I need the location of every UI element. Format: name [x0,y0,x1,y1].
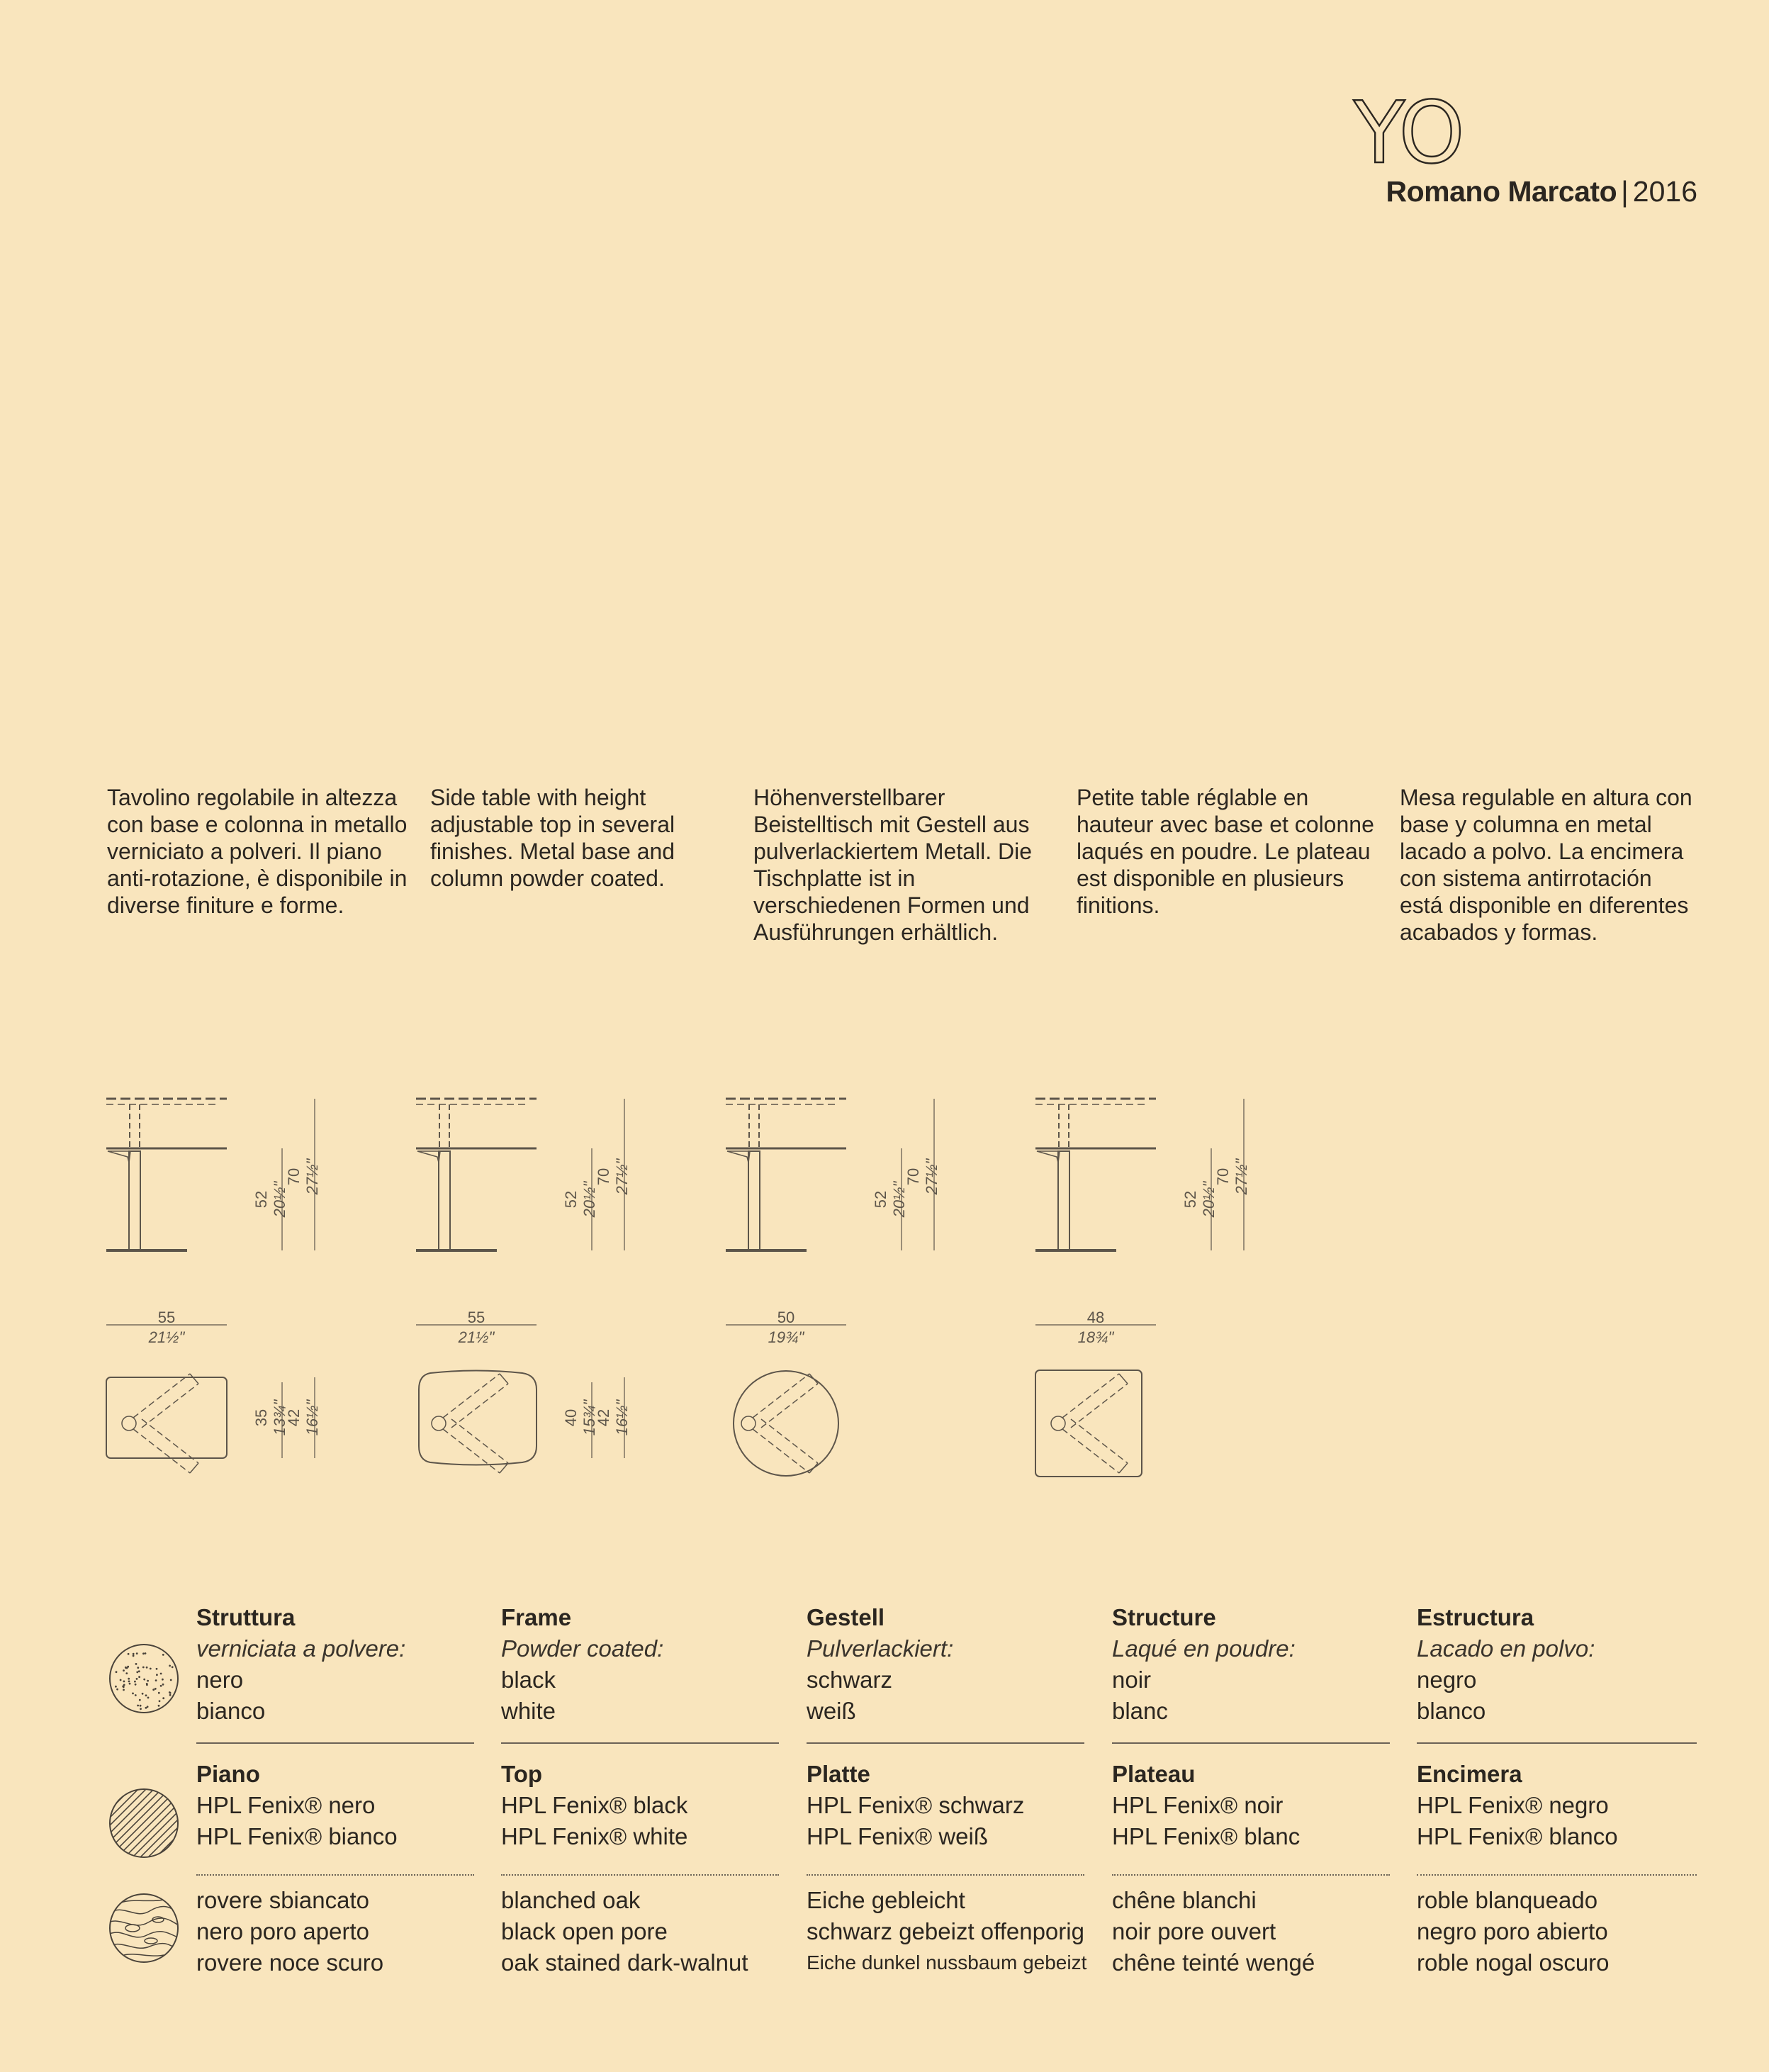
plan-depth-1-inch-label: 13¾" [271,1399,288,1436]
wood-finish: roble blanqueado [1417,1887,1598,1913]
description-fr: Petite table réglable en hauteur avec base et colonne laqués en poudre. Le plateau est disponible en plusieurs finitions. [1077,785,1374,918]
top-bracket [1037,1151,1060,1163]
finish-divider [1112,1874,1390,1876]
frame-finish: nero [196,1667,244,1693]
height-52-label: 52 [872,1190,889,1209]
width-label: 48 [1086,1309,1105,1326]
top-title: Plateau [1112,1761,1196,1787]
description-it: Tavolino regolabile in altezza con base e colonna in metallo verniciato a polveri. Il piano anti-rotazione, è disponibile in diverse finiture e forme. [107,785,408,918]
leg-tip-upper [809,1374,818,1384]
top-block [807,1759,1083,1852]
table-column [129,1151,140,1250]
frame-subtitle: Laqué en poudre: [1112,1635,1296,1662]
wood-block [196,1885,473,1978]
design-year: 2016 [1632,175,1697,208]
height-52-inch-label: 20½" [271,1181,288,1218]
table-column [748,1151,760,1250]
height-70-label: 70 [595,1167,612,1186]
frame-finish: schwarz [807,1667,893,1693]
top-bracket [417,1151,440,1163]
frame-block [1112,1602,1388,1727]
plan-top-circle [734,1371,838,1476]
product-title: YO [1354,82,1464,183]
column-hub [741,1416,756,1430]
description-es: Mesa regulable en altura con base y columna en metal lacado a polvo. La encimera con sistema antirrotación está disponible en diferentes acabados y formas. [1400,785,1692,945]
wood-finish: roble nogal oscuro [1417,1949,1610,1976]
frame-subtitle: Powder coated: [501,1635,664,1662]
top-title: Platte [807,1761,870,1787]
plan-depth-1-label: 35 [252,1409,270,1427]
table-column [439,1151,450,1250]
finish-divider [196,1874,474,1876]
width-inch-label: 19¾" [768,1328,804,1346]
leg-tip-lower [809,1463,818,1473]
leg-tip-lower [190,1463,198,1473]
finish-divider [501,1874,779,1876]
wood-finish: oak stained dark-walnut [501,1949,748,1976]
wood-finish: chêne teinté wengé [1112,1949,1315,1976]
plan-depth-2-label: 42 [285,1409,303,1427]
hatched-hpl-icon [107,1786,181,1860]
wood-block [501,1885,777,1978]
frame-block [1417,1602,1693,1727]
frame-finish: blanc [1112,1698,1168,1724]
section-divider [807,1742,1084,1744]
plan-depth-2-inch-label: 16½" [303,1399,321,1436]
top-finish: HPL Fenix® nero [196,1792,376,1818]
leg-tip-upper [190,1374,198,1384]
frame-subtitle: verniciata a polvere: [196,1635,406,1662]
wood-finish: noir pore ouvert [1112,1918,1276,1944]
top-block [196,1759,473,1852]
width-inch-label: 21½" [458,1328,495,1346]
height-52-inch-label: 20½" [890,1181,908,1218]
wood-finish: rovere noce scuro [196,1949,384,1976]
wood-finish: nero poro aperto [196,1918,370,1944]
leg-tip-lower [1119,1463,1128,1473]
wood-grain-icon [107,1891,181,1965]
height-70-inch-label: 27½" [923,1158,940,1195]
top-bracket [108,1151,130,1163]
top-title: Piano [196,1761,260,1787]
wood-finish: blanched oak [501,1887,641,1913]
top-block [1417,1759,1693,1852]
top-finish: HPL Fenix® blanc [1112,1823,1301,1849]
frame-title: Frame [501,1604,572,1630]
width-label: 55 [157,1309,176,1326]
wood-finish: chêne blanchi [1112,1887,1257,1913]
top-finish: HPL Fenix® bianco [196,1823,398,1849]
wood-block [807,1885,1087,1978]
height-52-label: 52 [252,1190,270,1209]
plan-depth-2-label: 42 [595,1409,612,1427]
frame-finish: bianco [196,1698,266,1724]
wood-finish: Eiche gebleicht [807,1887,965,1913]
wood-block [1112,1885,1388,1978]
frame-block [807,1602,1083,1727]
width-inch-label: 21½" [148,1328,185,1346]
plan-depth-1-label: 40 [562,1409,580,1427]
frame-finish: negro [1417,1667,1477,1693]
frame-finish: weiß [807,1698,856,1724]
frame-finish: blanco [1417,1698,1486,1724]
wood-block [1417,1885,1693,1978]
description-de: Höhenverstellbarer Beistelltisch mit Gestell aus pulverlackiertem Metall. Die Tischplatte ist in verschiedenen Formen und Ausführungen erhältlich. [753,785,1033,945]
column-hub [1051,1416,1065,1430]
top-finish: HPL Fenix® schwarz [807,1792,1025,1818]
frame-title: Structure [1112,1604,1216,1630]
frame-title: Gestell [807,1604,885,1630]
top-title: Top [501,1761,543,1787]
height-70-label: 70 [904,1167,922,1186]
height-52-inch-label: 20½" [580,1181,598,1218]
plan-depth-1-inch-label: 15¾" [580,1399,598,1436]
designer-separator: | [1621,175,1629,208]
finish-divider [1417,1874,1697,1876]
height-52-inch-label: 20½" [1200,1181,1218,1218]
height-70-inch-label: 27½" [613,1158,631,1195]
width-inch-label: 18¾" [1077,1328,1114,1346]
frame-title: Estructura [1417,1604,1534,1630]
powder-texture-icon [107,1642,181,1715]
height-52-label: 52 [1181,1190,1199,1209]
width-label: 50 [777,1309,795,1326]
table-column [1058,1151,1069,1250]
wood-finish: black open pore [501,1918,668,1944]
frame-subtitle: Lacado en polvo: [1417,1635,1595,1662]
plan-top-rounded [419,1371,537,1465]
height-70-inch-label: 27½" [303,1158,321,1195]
top-finish: HPL Fenix® white [501,1823,688,1849]
height-52-label: 52 [562,1190,580,1209]
wood-finish: schwarz gebeizt offenporig [807,1918,1084,1944]
top-bracket [727,1151,750,1163]
frame-title: Struttura [196,1604,296,1630]
top-block [501,1759,777,1852]
designer-name: Romano Marcato [1386,175,1617,208]
frame-block [196,1602,473,1727]
frame-subtitle: Pulverlackiert: [807,1635,954,1662]
wood-finish: Eiche dunkel nussbaum gebeizt [807,1951,1087,1973]
column-hub [122,1416,136,1430]
leg-tip-upper [500,1374,508,1384]
finish-divider [807,1874,1084,1876]
height-70-label: 70 [285,1167,303,1186]
frame-finish: noir [1112,1667,1152,1693]
plan-depth-2-inch-label: 16½" [613,1399,631,1436]
leg-tip-upper [1119,1374,1128,1384]
column-hub [432,1416,446,1430]
width-label: 55 [467,1309,485,1326]
height-70-inch-label: 27½" [1232,1158,1250,1195]
frame-finish: black [501,1667,556,1693]
height-70-label: 70 [1214,1167,1232,1186]
top-title: Encimera [1417,1761,1522,1787]
top-finish: HPL Fenix® weiß [807,1823,988,1849]
wood-finish: rovere sbiancato [196,1887,369,1913]
top-finish: HPL Fenix® blanco [1417,1823,1618,1849]
section-divider [501,1742,779,1744]
section-divider [1112,1742,1390,1744]
frame-finish: white [501,1698,556,1724]
section-divider [196,1742,474,1744]
top-block [1112,1759,1388,1852]
section-divider [1417,1742,1697,1744]
frame-block [501,1602,777,1727]
top-finish: HPL Fenix® noir [1112,1792,1284,1818]
description-en: Side table with height adjustable top in several finishes. Metal base and column powder coated. [430,785,675,891]
wood-finish: negro poro abierto [1417,1918,1608,1944]
top-finish: HPL Fenix® black [501,1792,688,1818]
top-finish: HPL Fenix® negro [1417,1792,1609,1818]
